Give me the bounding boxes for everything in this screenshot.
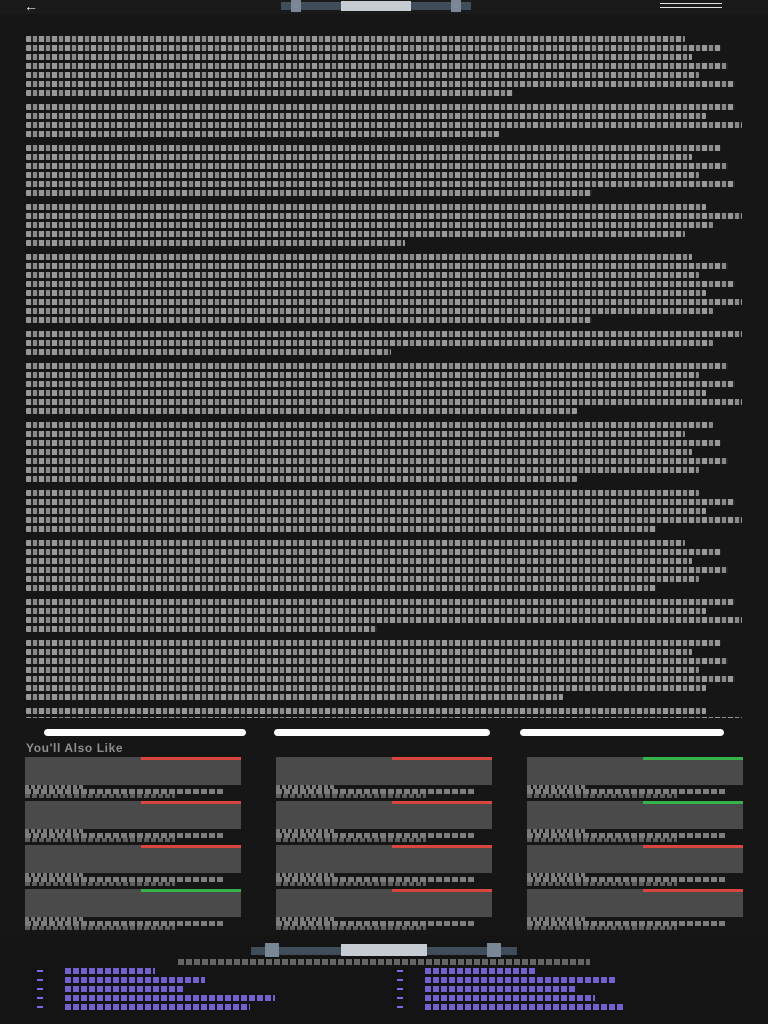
text-line <box>26 299 742 305</box>
text-line <box>26 81 735 87</box>
related-novel-card[interactable] <box>527 757 743 799</box>
site-logo[interactable] <box>251 943 517 957</box>
text-line <box>26 263 728 269</box>
text-line <box>26 476 577 482</box>
novel-cover[interactable] <box>25 845 241 873</box>
footer-link[interactable] <box>37 977 205 983</box>
novel-cover[interactable] <box>527 757 743 785</box>
novel-meta <box>527 838 677 842</box>
footer-link[interactable] <box>397 986 575 992</box>
footer-link[interactable] <box>397 995 595 1001</box>
text-line <box>26 90 513 96</box>
text-line <box>26 640 721 646</box>
related-novel-card[interactable] <box>25 845 241 887</box>
status-badge <box>643 757 743 760</box>
status-badge <box>392 889 492 892</box>
footer-link[interactable] <box>37 1004 250 1010</box>
text-line <box>26 240 405 246</box>
related-novel-card[interactable] <box>276 801 492 843</box>
text-line <box>26 399 742 405</box>
menu-button[interactable] <box>660 3 722 11</box>
text-line <box>26 526 656 532</box>
text-line <box>26 458 728 464</box>
related-novel-card[interactable] <box>527 845 743 887</box>
text-line <box>26 567 728 573</box>
chapter-title-line <box>26 24 742 34</box>
text-line <box>26 340 713 346</box>
status-badge <box>141 757 241 760</box>
novel-meta <box>276 794 426 798</box>
text-line <box>26 104 735 110</box>
text-line <box>26 272 699 278</box>
text-line <box>26 431 685 437</box>
text-line <box>26 213 742 219</box>
status-badge <box>141 889 241 892</box>
text-line <box>26 549 721 555</box>
status-badge <box>392 757 492 760</box>
prev-chapter-button[interactable] <box>44 729 246 736</box>
text-line <box>26 36 685 42</box>
related-novel-card[interactable] <box>276 889 492 931</box>
bullet-dash <box>397 970 403 972</box>
text-line <box>26 172 699 178</box>
text-line <box>26 508 706 514</box>
novel-meta <box>527 882 677 886</box>
bullet-dash <box>37 970 43 972</box>
text-line <box>26 381 735 387</box>
text-line <box>26 349 391 355</box>
novel-cover[interactable] <box>276 757 492 785</box>
novel-meta <box>25 838 175 842</box>
related-novel-card[interactable] <box>25 889 241 931</box>
novel-cover[interactable] <box>25 757 241 785</box>
text-line <box>26 490 699 496</box>
footer-link-label <box>425 995 595 1001</box>
footer-link[interactable] <box>37 986 185 992</box>
text-line <box>26 122 742 128</box>
related-novel-card[interactable] <box>527 801 743 843</box>
text-line <box>26 676 735 682</box>
status-badge <box>643 845 743 848</box>
copyright-text <box>178 959 590 965</box>
novel-cover[interactable] <box>25 889 241 917</box>
text-line <box>26 558 692 564</box>
novel-meta <box>25 882 175 886</box>
novel-cover[interactable] <box>25 801 241 829</box>
text-line <box>26 204 706 210</box>
status-badge <box>392 801 492 804</box>
status-badge <box>141 845 241 848</box>
footer-link-label <box>65 986 185 992</box>
text-line <box>26 667 699 673</box>
text-line <box>26 45 721 51</box>
text-line <box>26 231 685 237</box>
footer-link[interactable] <box>37 968 155 974</box>
text-line <box>26 290 706 296</box>
bullet-dash <box>37 988 43 990</box>
chapter-list-button[interactable] <box>274 729 490 736</box>
text-line <box>26 717 742 718</box>
text-line <box>26 190 592 196</box>
text-line <box>26 54 692 60</box>
text-line <box>26 708 706 714</box>
novel-meta <box>527 794 677 798</box>
novel-cover[interactable] <box>276 889 492 917</box>
novel-cover[interactable] <box>527 889 743 917</box>
chapter-title[interactable] <box>26 14 742 34</box>
bullet-dash <box>397 979 403 981</box>
related-novel-card[interactable] <box>527 889 743 931</box>
text-line <box>26 585 656 591</box>
text-line <box>26 576 699 582</box>
text-line <box>26 254 692 260</box>
footer-link[interactable] <box>397 1004 625 1010</box>
text-line <box>26 467 699 473</box>
text-line <box>26 372 699 378</box>
back-arrow-icon: ← <box>24 0 38 14</box>
top-bar <box>0 0 768 14</box>
text-line <box>26 163 728 169</box>
site-logo[interactable] <box>281 0 471 12</box>
text-line <box>26 222 713 228</box>
back-button[interactable] <box>24 0 52 14</box>
next-chapter-button[interactable] <box>520 729 724 736</box>
footer-link[interactable] <box>397 968 535 974</box>
bullet-dash <box>397 997 403 999</box>
chapter-title-line <box>26 14 742 24</box>
footer-link-label <box>65 968 155 974</box>
footer-link-label <box>65 977 205 983</box>
hamburger-icon <box>660 3 722 8</box>
text-line <box>26 308 713 314</box>
novel-meta <box>276 882 426 886</box>
status-badge <box>392 845 492 848</box>
text-line <box>26 649 692 655</box>
text-line <box>26 408 577 414</box>
related-novel-card[interactable] <box>276 845 492 887</box>
related-novel-card[interactable] <box>25 801 241 843</box>
text-line <box>26 658 728 664</box>
bullet-dash <box>397 988 403 990</box>
text-line <box>26 363 728 369</box>
novel-meta <box>527 926 677 930</box>
text-line <box>26 449 692 455</box>
bullet-dash <box>37 997 43 999</box>
text-line <box>26 540 685 546</box>
novel-meta <box>276 926 426 930</box>
novel-meta <box>25 926 175 930</box>
footer-link-label <box>425 1004 625 1010</box>
status-badge <box>141 801 241 804</box>
bullet-dash <box>37 1006 43 1008</box>
status-badge <box>643 801 743 804</box>
text-line <box>26 154 692 160</box>
footer-link-label <box>425 986 575 992</box>
text-line <box>26 499 735 505</box>
text-line <box>26 113 706 119</box>
footer-link-label <box>425 977 615 983</box>
text-line <box>26 331 742 337</box>
text-line <box>26 608 706 614</box>
footer-link[interactable] <box>37 995 275 1001</box>
chapter-content <box>26 36 742 718</box>
text-line <box>26 181 735 187</box>
related-novel-card[interactable] <box>25 757 241 799</box>
novel-meta <box>25 794 175 798</box>
status-badge <box>643 889 743 892</box>
text-line <box>26 685 706 691</box>
footer-link[interactable] <box>397 977 615 983</box>
footer-link-label <box>425 968 535 974</box>
text-line <box>26 390 706 396</box>
text-line <box>26 599 735 605</box>
text-line <box>26 131 499 137</box>
novel-cover[interactable] <box>527 845 743 873</box>
text-line <box>26 145 721 151</box>
text-line <box>26 617 742 623</box>
text-line <box>26 517 742 523</box>
text-line <box>26 317 592 323</box>
footer-link-label <box>65 1004 250 1010</box>
text-line <box>26 694 563 700</box>
text-line <box>26 626 377 632</box>
related-novel-card[interactable] <box>276 757 492 799</box>
novel-cover[interactable] <box>276 845 492 873</box>
text-line <box>26 281 735 287</box>
text-line <box>26 440 721 446</box>
text-line <box>26 63 728 69</box>
related-heading: You'll Also Like <box>26 741 124 755</box>
footer-link-label <box>65 995 275 1001</box>
novel-cover[interactable] <box>276 801 492 829</box>
bullet-dash <box>397 1006 403 1008</box>
text-line <box>26 422 713 428</box>
novel-cover[interactable] <box>527 801 743 829</box>
text-line <box>26 72 699 78</box>
novel-meta <box>276 838 426 842</box>
bullet-dash <box>37 979 43 981</box>
